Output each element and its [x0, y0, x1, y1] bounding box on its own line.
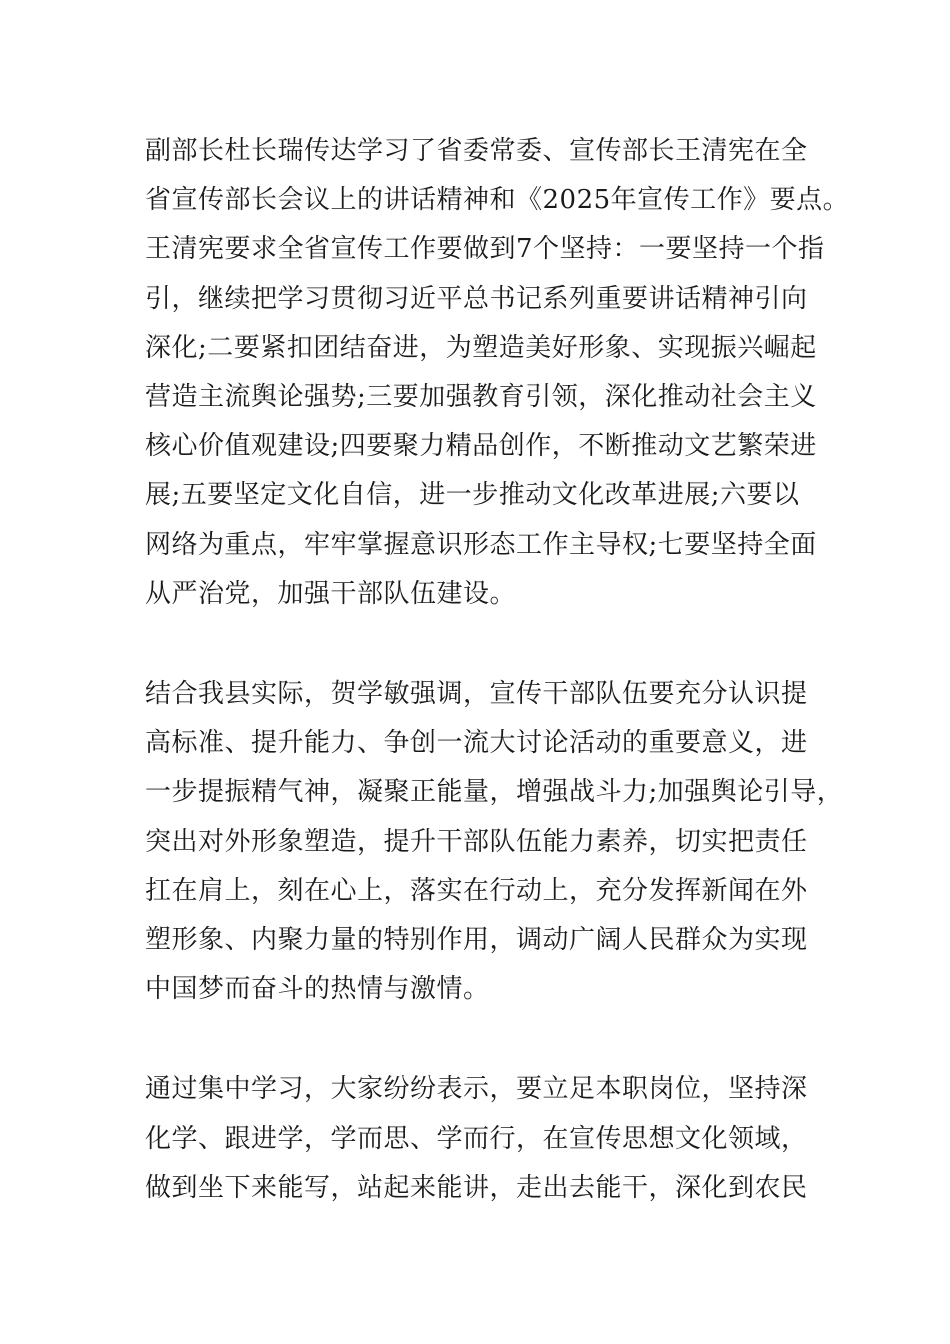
text-line: 一步提振精气神，凝聚正能量，增强战斗力;加强舆论引导，: [145, 777, 844, 808]
text-line: 副部长杜长瑞传达学习了省委常委、宣传部长王清宪在全: [145, 136, 808, 166]
text-line: 扛在肩上，刻在心上，落实在行动上，充分发挥新闻在外: [145, 875, 808, 906]
document-body: [145, 127, 850, 1213]
text-line: 高标准、提升能力、争创一流大讨论活动的重要意义，进: [145, 728, 808, 759]
text-line: 展;五要坚定文化自信，进一步推动文化改革进展;六要以: [145, 480, 800, 511]
paragraph-3: [145, 1065, 825, 1213]
text-line: 王清宪要求全省宣传工作要做到7个坚持：一要坚持一个指: [145, 234, 825, 265]
paragraph-spacer: [145, 1014, 825, 1065]
text-line: 省宣传部长会议上的讲话精神和《2025年宣传工作》要点。: [145, 185, 850, 216]
text-line: 塑形象、内聚力量的特别作用，调动广阔人民群众为实现: [145, 925, 808, 956]
paragraph-2: [145, 670, 844, 1014]
text-line: 中国梦而奋斗的热情与激情。: [145, 974, 490, 1005]
text-line: 营造主流舆论强势;三要加强教育引领，深化推动社会主义: [145, 382, 817, 413]
text-line: 突出对外形象塑造，提升干部队伍能力素养，切实把责任: [145, 826, 808, 857]
text-line: 引，继续把学习贯彻习近平总书记系列重要讲话精神引向: [145, 283, 808, 314]
text-line: 深化;二要紧扣团结奋进，为塑造美好形象、实现振兴崛起: [145, 332, 817, 363]
text-line: 结合我县实际，贺学敏强调，宣传干部队伍要充分认识提: [145, 679, 808, 710]
text-line: 化学、跟进学，学而思、学而行，在宣传思想文化领域，: [145, 1123, 808, 1154]
paragraph-1: [145, 127, 850, 619]
text-line: 通过集中学习，大家纷纷表示，要立足本职岗位，坚持深: [145, 1074, 808, 1105]
paragraph-spacer: [145, 619, 825, 670]
text-line: 做到坐下来能写，站起来能讲，走出去能干，深化到农民: [145, 1172, 808, 1203]
text-line: 网络为重点，牢牢掌握意识形态工作主导权;七要坚持全面: [145, 529, 817, 560]
text-line: 核心价值观建设;四要聚力精品创作，不断推动文艺繁荣进: [145, 431, 817, 462]
text-line: 从严治党，加强干部队伍建设。: [145, 578, 517, 609]
